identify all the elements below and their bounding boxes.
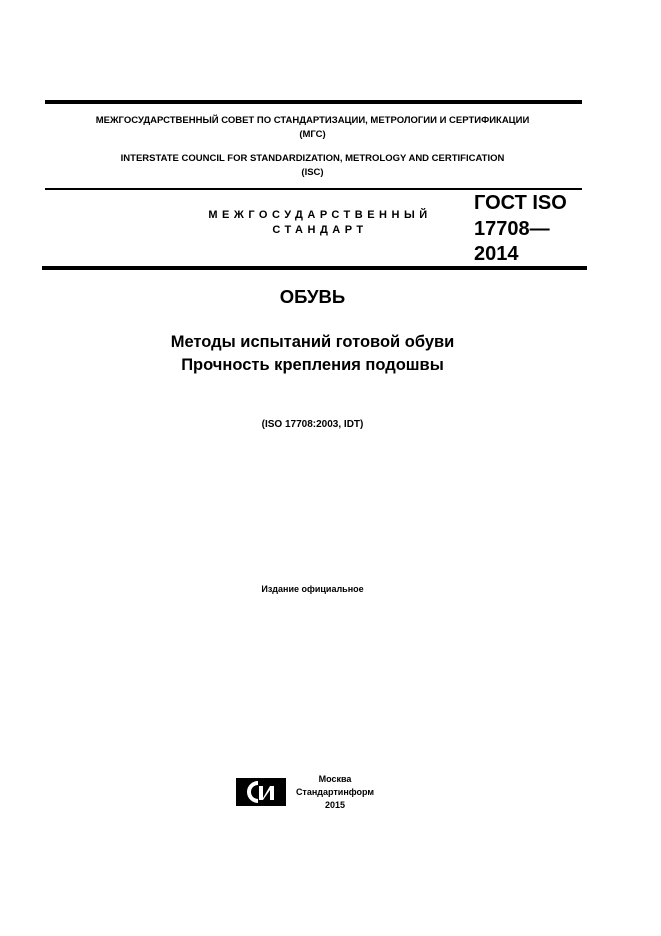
council-name-en	[40, 152, 585, 180]
standard-type	[170, 208, 470, 238]
publisher-info	[285, 773, 385, 812]
subtitle-line1: Методы испытаний готовой обуви	[170, 333, 455, 351]
document-subtitle	[40, 331, 585, 377]
council-abbr-en: (ISC)	[301, 167, 324, 178]
middle-rule	[45, 188, 582, 190]
standard-type-line1: МЕЖГОСУДАРСТВЕННЫЙ	[208, 209, 432, 221]
document-title: ОБУВЬ	[279, 286, 346, 307]
standard-code-line1: ГОСТ ISO	[474, 192, 567, 214]
council-name-ru	[40, 114, 585, 142]
publisher-city: Москва	[318, 774, 352, 784]
publisher-year: 2015	[324, 800, 346, 810]
standard-type-line2: СТАНДАРТ	[272, 224, 368, 236]
iso-reference: (ISO 17708:2003, IDT)	[261, 419, 364, 430]
council-name-ru-line1: МЕЖГОСУДАРСТВЕННЫЙ СОВЕТ ПО СТАНДАРТИЗАЦИИ, МЕТРОЛОГИИ И СЕРТИФИКАЦИИ	[95, 115, 530, 126]
edition-note: Издание официальное	[261, 584, 364, 594]
standard-code	[474, 191, 584, 268]
bottom-rule	[42, 266, 587, 270]
subtitle-line2: Прочность крепления подошвы	[181, 356, 444, 374]
standard-code-line3: 2014	[474, 243, 519, 265]
council-abbr-ru: (МГС)	[299, 129, 326, 140]
standard-code-line2: 17708—	[474, 217, 550, 240]
top-rule	[45, 100, 582, 104]
council-name-en-line1: INTERSTATE COUNCIL FOR STANDARDIZATION, METROLOGY AND CERTIFICATION	[120, 153, 505, 164]
standartinform-logo-icon	[236, 778, 286, 806]
publisher-name: Стандартинформ	[295, 787, 375, 797]
